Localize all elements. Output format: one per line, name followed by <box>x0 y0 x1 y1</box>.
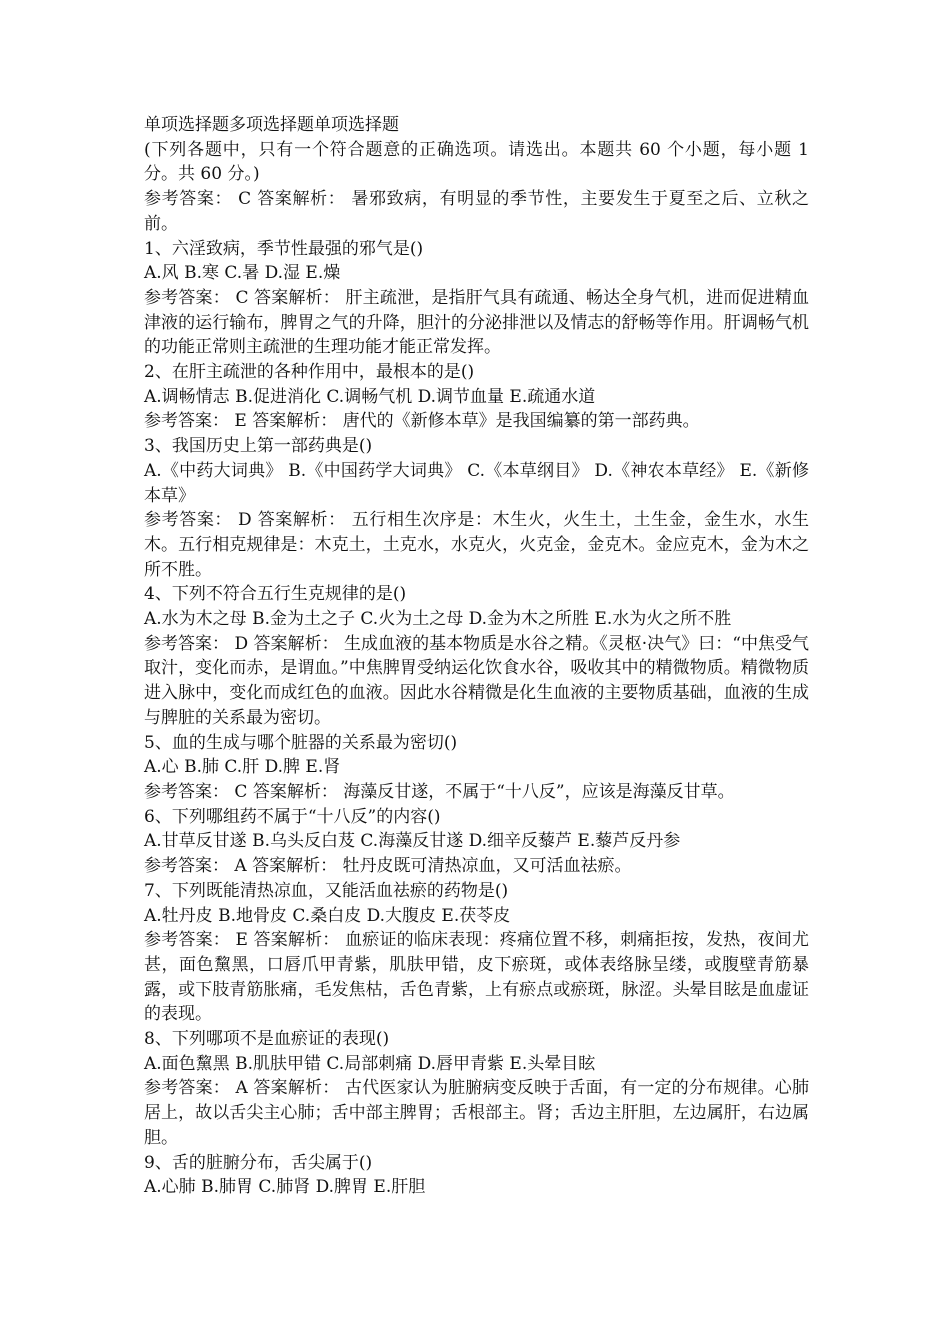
options: A.风 B.寒 C.暑 D.湿 E.燥 <box>144 263 341 284</box>
section-heading: 单项选择题多项选择题单项选择题 <box>144 115 399 135</box>
options: A.调畅情志 B.促进消化 C.调畅气机 D.调节血量 E.疏通水道 <box>144 386 596 407</box>
question: 3、我国历史上第一部药典是() <box>144 436 373 457</box>
answer-explanation: 参考答案： A 答案解析： 牡丹皮既可清热凉血，又可活血祛瘀。 <box>144 856 632 877</box>
answer-explanation: 参考答案： D 答案解析： 五行相生次序是：木生火，火生土，土生金，金生水，水生木。五行相克规律是：木克土，土克水，水克火，火克金，金克木。金应克木，金为木之所不胜。 <box>144 510 809 580</box>
options: A.面色黧黑 B.肌肤甲错 C.局部刺痛 D.唇甲青紫 E.头晕目眩 <box>144 1053 596 1074</box>
answer-explanation: 参考答案： D 答案解析： 生成血液的基本物质是水谷之精。《灵枢·决气》曰：“中焦受气取汁，变化而赤，是谓血。”中焦脾胃受纳运化饮食水谷，吸收其中的精微物质。精微物质进入脉中，变化而成红色的血液。因此水谷精微是化生血液的主要物质基础，血液的生成与脾脏的关系最为密切。 <box>144 633 809 728</box>
question: 8、下列哪项不是血瘀证的表现() <box>144 1029 390 1050</box>
question: 9、舌的脏腑分布，舌尖属于() <box>144 1152 373 1173</box>
answer-explanation: 参考答案： C 答案解析： 暑邪致病，有明显的季节性，主要发生于夏至之后、立秋之前。 <box>144 189 809 234</box>
question: 1、六淫致病，季节性最强的邪气是() <box>144 238 424 259</box>
instructions: (下列各题中，只有一个符合题意的正确选项。请选出。本题共 60 个小题，每小题 1 分。共 60 分。) <box>144 139 809 185</box>
options: A.牡丹皮 B.地骨皮 C.桑白皮 D.大腹皮 E.茯苓皮 <box>144 905 511 926</box>
question: 5、血的生成与哪个脏器的关系最为密切() <box>144 732 458 753</box>
question: 4、下列不符合五行生克规律的是() <box>144 584 407 605</box>
answer-explanation: 参考答案： E 答案解析： 血瘀证的临床表现：疼痛位置不移，刺痛拒按，发热，夜间尤甚，面色黧黑，口唇爪甲青紫，肌肤甲错，皮下瘀斑，或体表络脉呈缕，或腹壁青筋暴露，或下肢青筋胀痛，毛发焦枯，舌色青紫，上有瘀点或瘀斑，脉涩。头晕目眩是血虚证的表现。 <box>144 930 809 1025</box>
question: 6、下列哪组药不属于“十八反”的内容() <box>144 806 441 827</box>
options: A.心 B.肺 C.肝 D.脾 E.肾 <box>144 757 341 778</box>
answer-explanation: 参考答案： E 答案解析： 唐代的《新修本草》是我国编纂的第一部药典。 <box>144 411 700 432</box>
options: A.《中药大词典》 B.《中国药学大词典》 C.《本草纲目》 D.《神农本草经》 E.《新修本草》 <box>144 460 809 506</box>
answer-explanation: 参考答案： C 答案解析： 海藻反甘遂，不属于“十八反”，应该是海藻反甘草。 <box>144 781 735 802</box>
answer-explanation: 参考答案： A 答案解析： 古代医家认为脏腑病变反映于舌面，有一定的分布规律。心肺居上，故以舌尖主心肺；舌中部主脾胃；舌根部主。肾；舌边主肝胆，左边属肝，右边属胆。 <box>144 1078 809 1148</box>
question: 7、下列既能清热凉血，又能活血祛瘀的药物是() <box>144 880 509 901</box>
options: A.心肺 B.肺胃 C.肺肾 D.脾胃 E.肝胆 <box>144 1177 426 1198</box>
options: A.水为木之母 B.金为土之子 C.火为土之母 D.金为木之所胜 E.水为火之所不胜 <box>144 609 732 630</box>
question: 2、在肝主疏泄的各种作用中，最根本的是() <box>144 362 475 383</box>
document-page <box>144 113 809 1200</box>
options: A.甘草反甘遂 B.乌头反白芨 C.海藻反甘遂 D.细辛反藜芦 E.藜芦反丹参 <box>144 831 681 852</box>
answer-explanation: 参考答案： C 答案解析： 肝主疏泄，是指肝气具有疏通、畅达全身气机，进而促进精血津液的运行输布，脾胃之气的升降，胆汁的分泌排泄以及情志的舒畅等作用。肝调畅气机的功能正常则主疏泄的生理功能才能正常发挥。 <box>144 287 809 358</box>
